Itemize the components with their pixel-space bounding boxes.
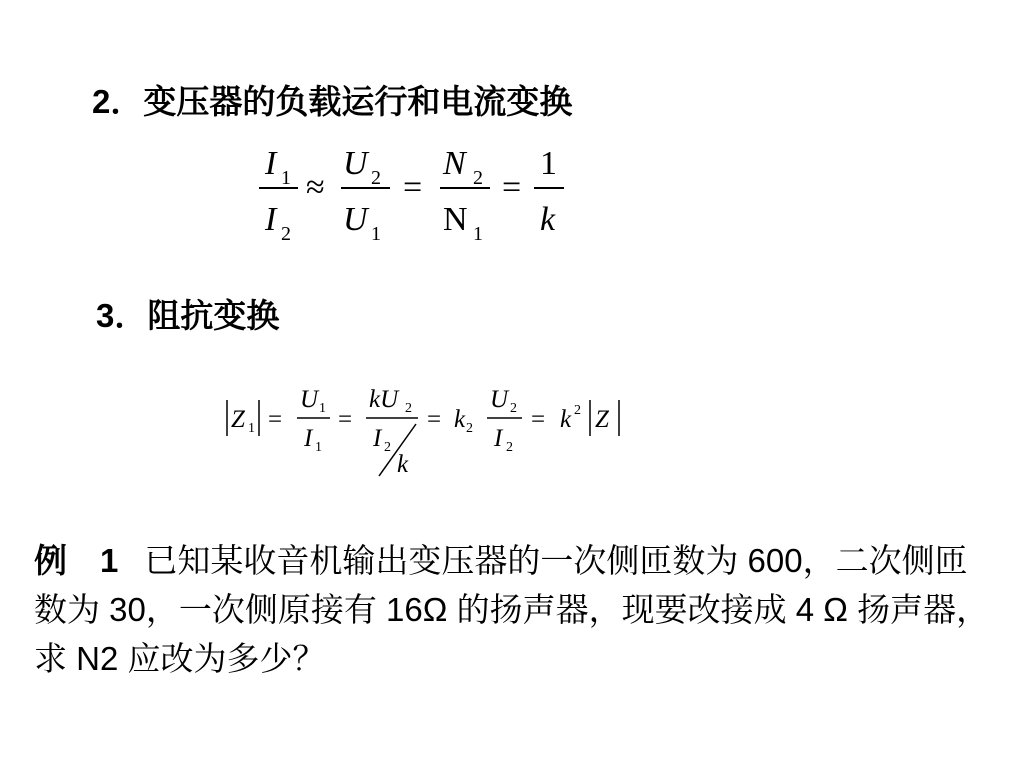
example-problem — [34, 536, 994, 683]
eq2-frac1-num-U: U — [300, 386, 319, 413]
eq1-num-U: U — [343, 145, 368, 182]
eq2-equals-3: = — [427, 406, 442, 433]
eq2-equals-1: = — [268, 406, 283, 433]
example-label: 例 1 — [34, 542, 119, 579]
eq2-k2-sub: 2 — [466, 421, 473, 436]
impedance-equation — [227, 386, 619, 478]
eq1-num-I-sub: 1 — [281, 167, 291, 189]
eq1-den-U: U — [343, 201, 368, 238]
section-2-number: 2． — [92, 83, 144, 120]
eq2-frac2-den-I: I — [373, 425, 382, 452]
section-3-title: 阻抗变换 — [147, 297, 280, 334]
eq1-approx: ≈ — [306, 169, 325, 206]
eq2-frac2-num-sub: 2 — [405, 401, 412, 416]
eq2-Z1: Z — [231, 406, 245, 433]
eq2-frac3-num-U: U — [490, 386, 509, 413]
eq1-den-I: I — [265, 201, 277, 238]
eq1-num-U-sub: 2 — [371, 167, 381, 189]
eq2-Z1-sub: 1 — [248, 421, 255, 436]
eq2-equals-4: = — [531, 406, 546, 433]
eq1-num-I: I — [265, 145, 277, 182]
section-3-heading — [96, 296, 279, 336]
eq2-equals-2: = — [338, 406, 353, 433]
eq1-equals-1: = — [403, 169, 423, 206]
eq1-num-N-sub: 2 — [473, 167, 483, 189]
eq1-equals-2: = — [502, 169, 522, 206]
eq2-k2: k — [454, 406, 466, 433]
eq1-num-N: N — [443, 145, 466, 182]
eq1-den-k: k — [540, 201, 556, 238]
eq1-den-U-sub: 1 — [371, 223, 381, 245]
eq2-frac2-den-k: k — [397, 451, 409, 478]
eq2-frac3-den-I: I — [494, 425, 503, 452]
eq2-k-exponent: 2 — [574, 403, 581, 418]
section-3-number: 3． — [96, 297, 148, 334]
eq1-den-N-sub: 1 — [473, 223, 483, 245]
eq2-frac2-num: kU — [369, 386, 399, 413]
eq1-den-I-sub: 2 — [281, 223, 291, 245]
eq2-k-final: k — [560, 406, 572, 433]
example-text: 已知某收音机输出变压器的一次侧匝数为 600，二次侧匝数为 30，一次侧原接有 16Ω 的扬声器，现要改接成 4 Ω 扬声器，求 N2 应改为多少？ — [34, 542, 990, 677]
eq2-Z: Z — [595, 406, 609, 433]
eq1-num-one: 1 — [540, 145, 557, 182]
eq2-frac3-den-sub: 2 — [506, 440, 513, 455]
eq2-frac2-den-sub: 2 — [384, 440, 391, 455]
eq2-frac1-den-I: I — [304, 425, 313, 452]
eq2-frac1-num-sub: 1 — [319, 401, 326, 416]
section-2-title: 变压器的负载运行和电流变换 — [143, 83, 573, 120]
eq2-frac1-den-sub: 1 — [315, 440, 322, 455]
eq2-frac3-num-sub: 2 — [510, 401, 517, 416]
eq1-den-N: N — [443, 201, 468, 238]
